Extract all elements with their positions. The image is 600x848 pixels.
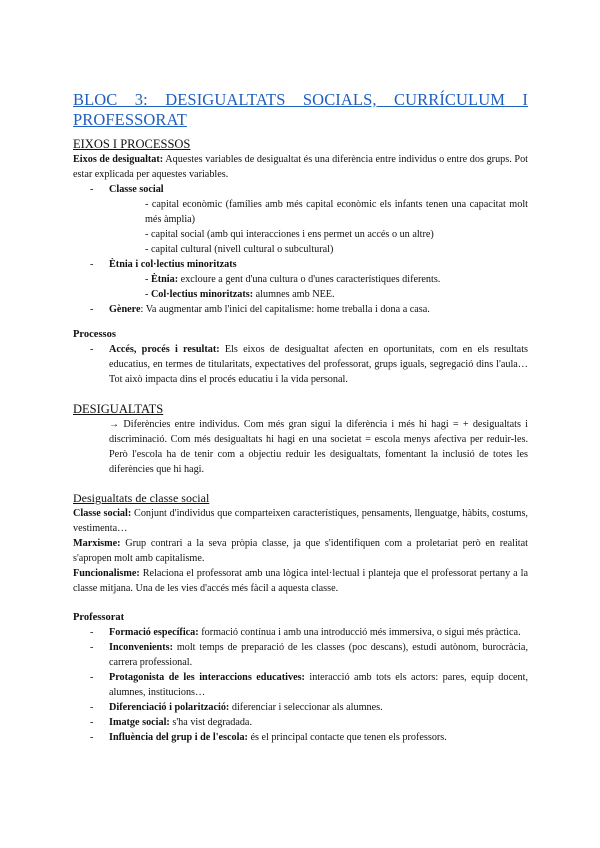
classe-def-text: Conjunt d'individus que comparteixen característiques, pensaments, llenguatge, hàbits, costums, vestimenta…: [73, 508, 528, 534]
classe-social-label: Classe social: [109, 184, 164, 195]
item-label: Formació específica:: [109, 627, 199, 638]
etnia-item-1: - Ètnia: excloure a gent d'una cultura o d'unes característiques diferents.: [145, 274, 441, 285]
item-text: molt temps de preparació de les classes (poc descans), estudi autònom, burocràcia, carrera professional.: [109, 642, 528, 668]
desigualtats-heading: DESIGUALTATS: [73, 402, 164, 416]
spacer: [73, 317, 528, 327]
acces-text: Els eixos de desigualtat afecten en oportunitats, com en els resultats educatius, en termes de titularitats, expectatives del professorat, grups iguals, segregació dins l'aula… Tot això impacta dins el procés educatiu i la vida personal.: [109, 344, 528, 385]
item-label: Imatge social:: [109, 717, 170, 728]
list-item-genere: [73, 302, 528, 317]
document-page: [73, 90, 528, 745]
item-label: Influència del grup i de l'escola:: [109, 732, 248, 743]
item-text: és el principal contacte que tenen els professors.: [247, 732, 447, 743]
item-text: interacció amb tots els actors: pares, equip docent, alumnes, institucions…: [109, 672, 528, 698]
funcionalisme-para: [73, 566, 528, 596]
etnia-item-1-label: Ètnia:: [150, 274, 179, 285]
list-item: [73, 640, 528, 670]
marxisme-label: Marxisme:: [73, 538, 121, 549]
list-item: [73, 730, 528, 745]
document-title: [73, 90, 528, 130]
acces-label: Accés, procés i resultat:: [109, 344, 220, 355]
classe-item-2: - capital cultural (nivell cultural o subcultural): [145, 244, 334, 255]
eixos-intro: [73, 152, 528, 182]
professorat-list: [73, 625, 528, 745]
item-label: Protagonista de les interaccions educatives:: [109, 672, 305, 683]
list-item-etnia: [73, 257, 528, 302]
spacer: [73, 387, 528, 401]
etnia-item-2: - Col·lectius minoritzats: alumnes amb NEE.: [145, 289, 335, 300]
etnia-item-2-text: alumnes amb NEE.: [253, 289, 335, 300]
eixos-intro-text: Aquestes variables de desigualtat és una diferència entre individus o entre dos grups. Pot estar explicada per aquestes variables.: [73, 154, 528, 180]
etnia-item-1-text: excloure a gent d'una cultura o d'unes característiques diferents.: [178, 274, 441, 285]
eixos-intro-label: Eixos de desigualtat:: [73, 154, 164, 165]
desigualtats-text: → Diferències entre individus. Com més gran sigui la diferència i més hi hagi = + desigualtats i discriminació. Com més desigualtats hi hagi en una societat = escola menys afectiva per reduir-les. Però l'escola ha de tenir com a objectiu reduir les desigualtats, fomentant la inclusió de totes les diferències que hi hagi.: [109, 419, 528, 475]
genere-text: : Va augmentar amb l'inici del capitalisme: home treballa i dona a casa.: [140, 304, 430, 315]
classe-social-def: [73, 506, 528, 536]
spacer: [73, 477, 528, 491]
list-item-classe-social: [73, 182, 528, 257]
processos-heading: Processos: [73, 329, 116, 340]
marxisme-para: [73, 536, 528, 566]
title-line-2: PROFESSORAT: [73, 110, 187, 129]
item-text: formació contínua i amb una introducció més immersiva, o sigui més pràctica.: [198, 627, 521, 638]
funcionalisme-text: Relaciona el professorat amb una lògica intel·lectual i planteja que el professorat pertany a la classe mitjana. Una de les vies d'accés més fàcil a aquesta classe.: [73, 568, 528, 594]
item-label: Diferenciació i polarització:: [109, 702, 230, 713]
item-text: s'ha vist degradada.: [169, 717, 253, 728]
spacer: [73, 596, 528, 610]
title-line-1: BLOC 3: DESIGUALTATS SOCIALS, CURRÍCULUM I: [73, 90, 528, 109]
classe-social-heading: Desigualtats de classe social: [73, 491, 210, 505]
item-text: diferenciar i seleccionar als alumnes.: [229, 702, 383, 713]
list-item: [73, 715, 528, 730]
list-item-acces: [73, 342, 528, 387]
classe-item-1: - capital social (amb qui interacciones i ens permet un accés o un altre): [145, 229, 434, 240]
classe-def-label: Classe social:: [73, 508, 132, 519]
marxisme-text: Grup contrari a la seva pròpia classe, ja que s'identifiquen com a proletariat però en realitat s'apropen molt amb capitalisme.: [73, 538, 528, 564]
item-label: Inconvenients:: [109, 642, 173, 653]
genere-label: Gènere: [109, 304, 141, 315]
classe-item-0: - capital econòmic (famílies amb més capital econòmic els infants tenen una capacitat molt més àmplia): [145, 199, 528, 225]
etnia-label: Ètnia i col·lectius minoritzats: [109, 259, 237, 270]
list-item: [73, 700, 528, 715]
list-item: [73, 625, 528, 640]
professorat-heading: Professorat: [73, 612, 125, 623]
list-item: [73, 670, 528, 700]
funcionalisme-label: Funcionalisme:: [73, 568, 140, 579]
eixos-list: [73, 182, 528, 317]
etnia-item-2-label: Col·lectius minoritzats:: [150, 289, 254, 300]
processos-list: [73, 342, 528, 387]
eixos-heading: EIXOS I PROCESSOS: [73, 137, 191, 151]
